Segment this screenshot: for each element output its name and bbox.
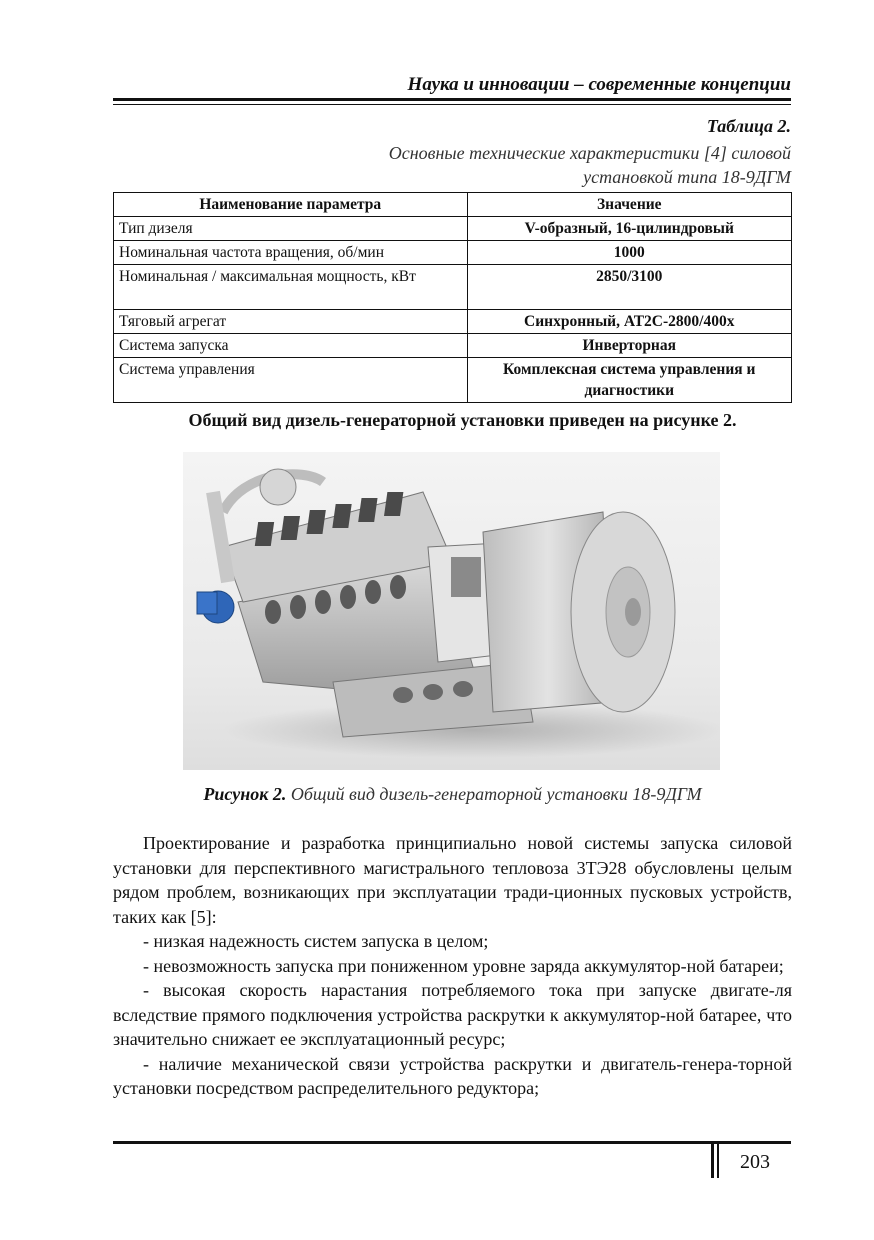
table-caption-line-2: установкой типа 18-9ДГМ: [583, 167, 791, 187]
page-number-bar: [717, 1144, 719, 1178]
param-value: Синхронный, АТ2С-2800/400х: [467, 310, 791, 334]
table-header-row: [114, 193, 792, 217]
list-item: - невозможность запуска при пониженном уровне заряда аккумулятор-ной батареи;: [143, 955, 784, 976]
list-item: - наличие механической связи устройства раскрутки и двигатель-генера-торной установки посредством распределительного редуктора;: [113, 1053, 792, 1098]
table-row: [114, 241, 792, 265]
list-item: - высокая скорость нарастания потребляемого тока при запуске двигате-ля вследствие прямого подключения устройства раскрутки к аккумулятор-ной батарее, что значительно снижает ее эксплуатационный ресурс;: [113, 980, 792, 1049]
param-name: Номинальная частота вращения, об/мин: [114, 241, 468, 265]
param-value: 1000: [467, 241, 791, 265]
param-value: Комплексная система управления и диагностики: [467, 358, 791, 403]
table-row: [114, 217, 792, 241]
footer-rule: [113, 1141, 791, 1144]
figure-caption: [113, 784, 792, 805]
table-caption-line-1: Основные технические характеристики [4] силовой: [388, 143, 791, 163]
page-number-bar: [711, 1144, 714, 1178]
param-name: Система запуска: [114, 334, 468, 358]
table-caption: [271, 141, 791, 189]
engine-illustration: [183, 452, 720, 770]
param-name: Тип дизеля: [114, 217, 468, 241]
param-name: Система управления: [114, 358, 468, 403]
page-number: 203: [740, 1151, 770, 1173]
parameters-table: [113, 192, 792, 403]
figure-reference-text: Общий вид дизель-генераторной установки приведен на рисунке 2.: [188, 410, 737, 430]
table-row: [114, 358, 792, 403]
param-name: Номинальная / максимальная мощность, кВт: [114, 265, 468, 310]
figure-label: Рисунок 2.: [203, 784, 287, 804]
param-value: 2850/3100: [467, 265, 791, 310]
table-label: Таблица 2.: [706, 116, 791, 136]
table-row: [114, 265, 792, 310]
param-name: Тяговый агрегат: [114, 310, 468, 334]
column-header-value: Значение: [467, 193, 791, 217]
param-value: V-образный, 16-цилиндровый: [467, 217, 791, 241]
header-rule-thick: [113, 98, 791, 101]
paragraph: Проектирование и разработка принципиально новой системы запуска силовой установки для перспективного магистрального тепловоза 3ТЭ28 обусловлены целым рядом проблем, возникающих при эксплуатации тради-ционных пусковых устройств, таких как [5]:: [113, 833, 792, 927]
diesel-generator-image: [183, 452, 720, 770]
table-row: [114, 334, 792, 358]
table-row: [114, 310, 792, 334]
header-rule-thin: [113, 104, 791, 105]
body-text: [113, 831, 792, 1101]
running-header: Наука и инновации – современные концепции: [407, 74, 791, 95]
column-header-parameter: Наименование параметра: [114, 193, 468, 217]
list-item: - низкая надежность систем запуска в целом;: [143, 931, 489, 951]
figure-caption-text: Общий вид дизель-генераторной установки 18-9ДГМ: [290, 784, 702, 804]
param-value: Инверторная: [467, 334, 791, 358]
